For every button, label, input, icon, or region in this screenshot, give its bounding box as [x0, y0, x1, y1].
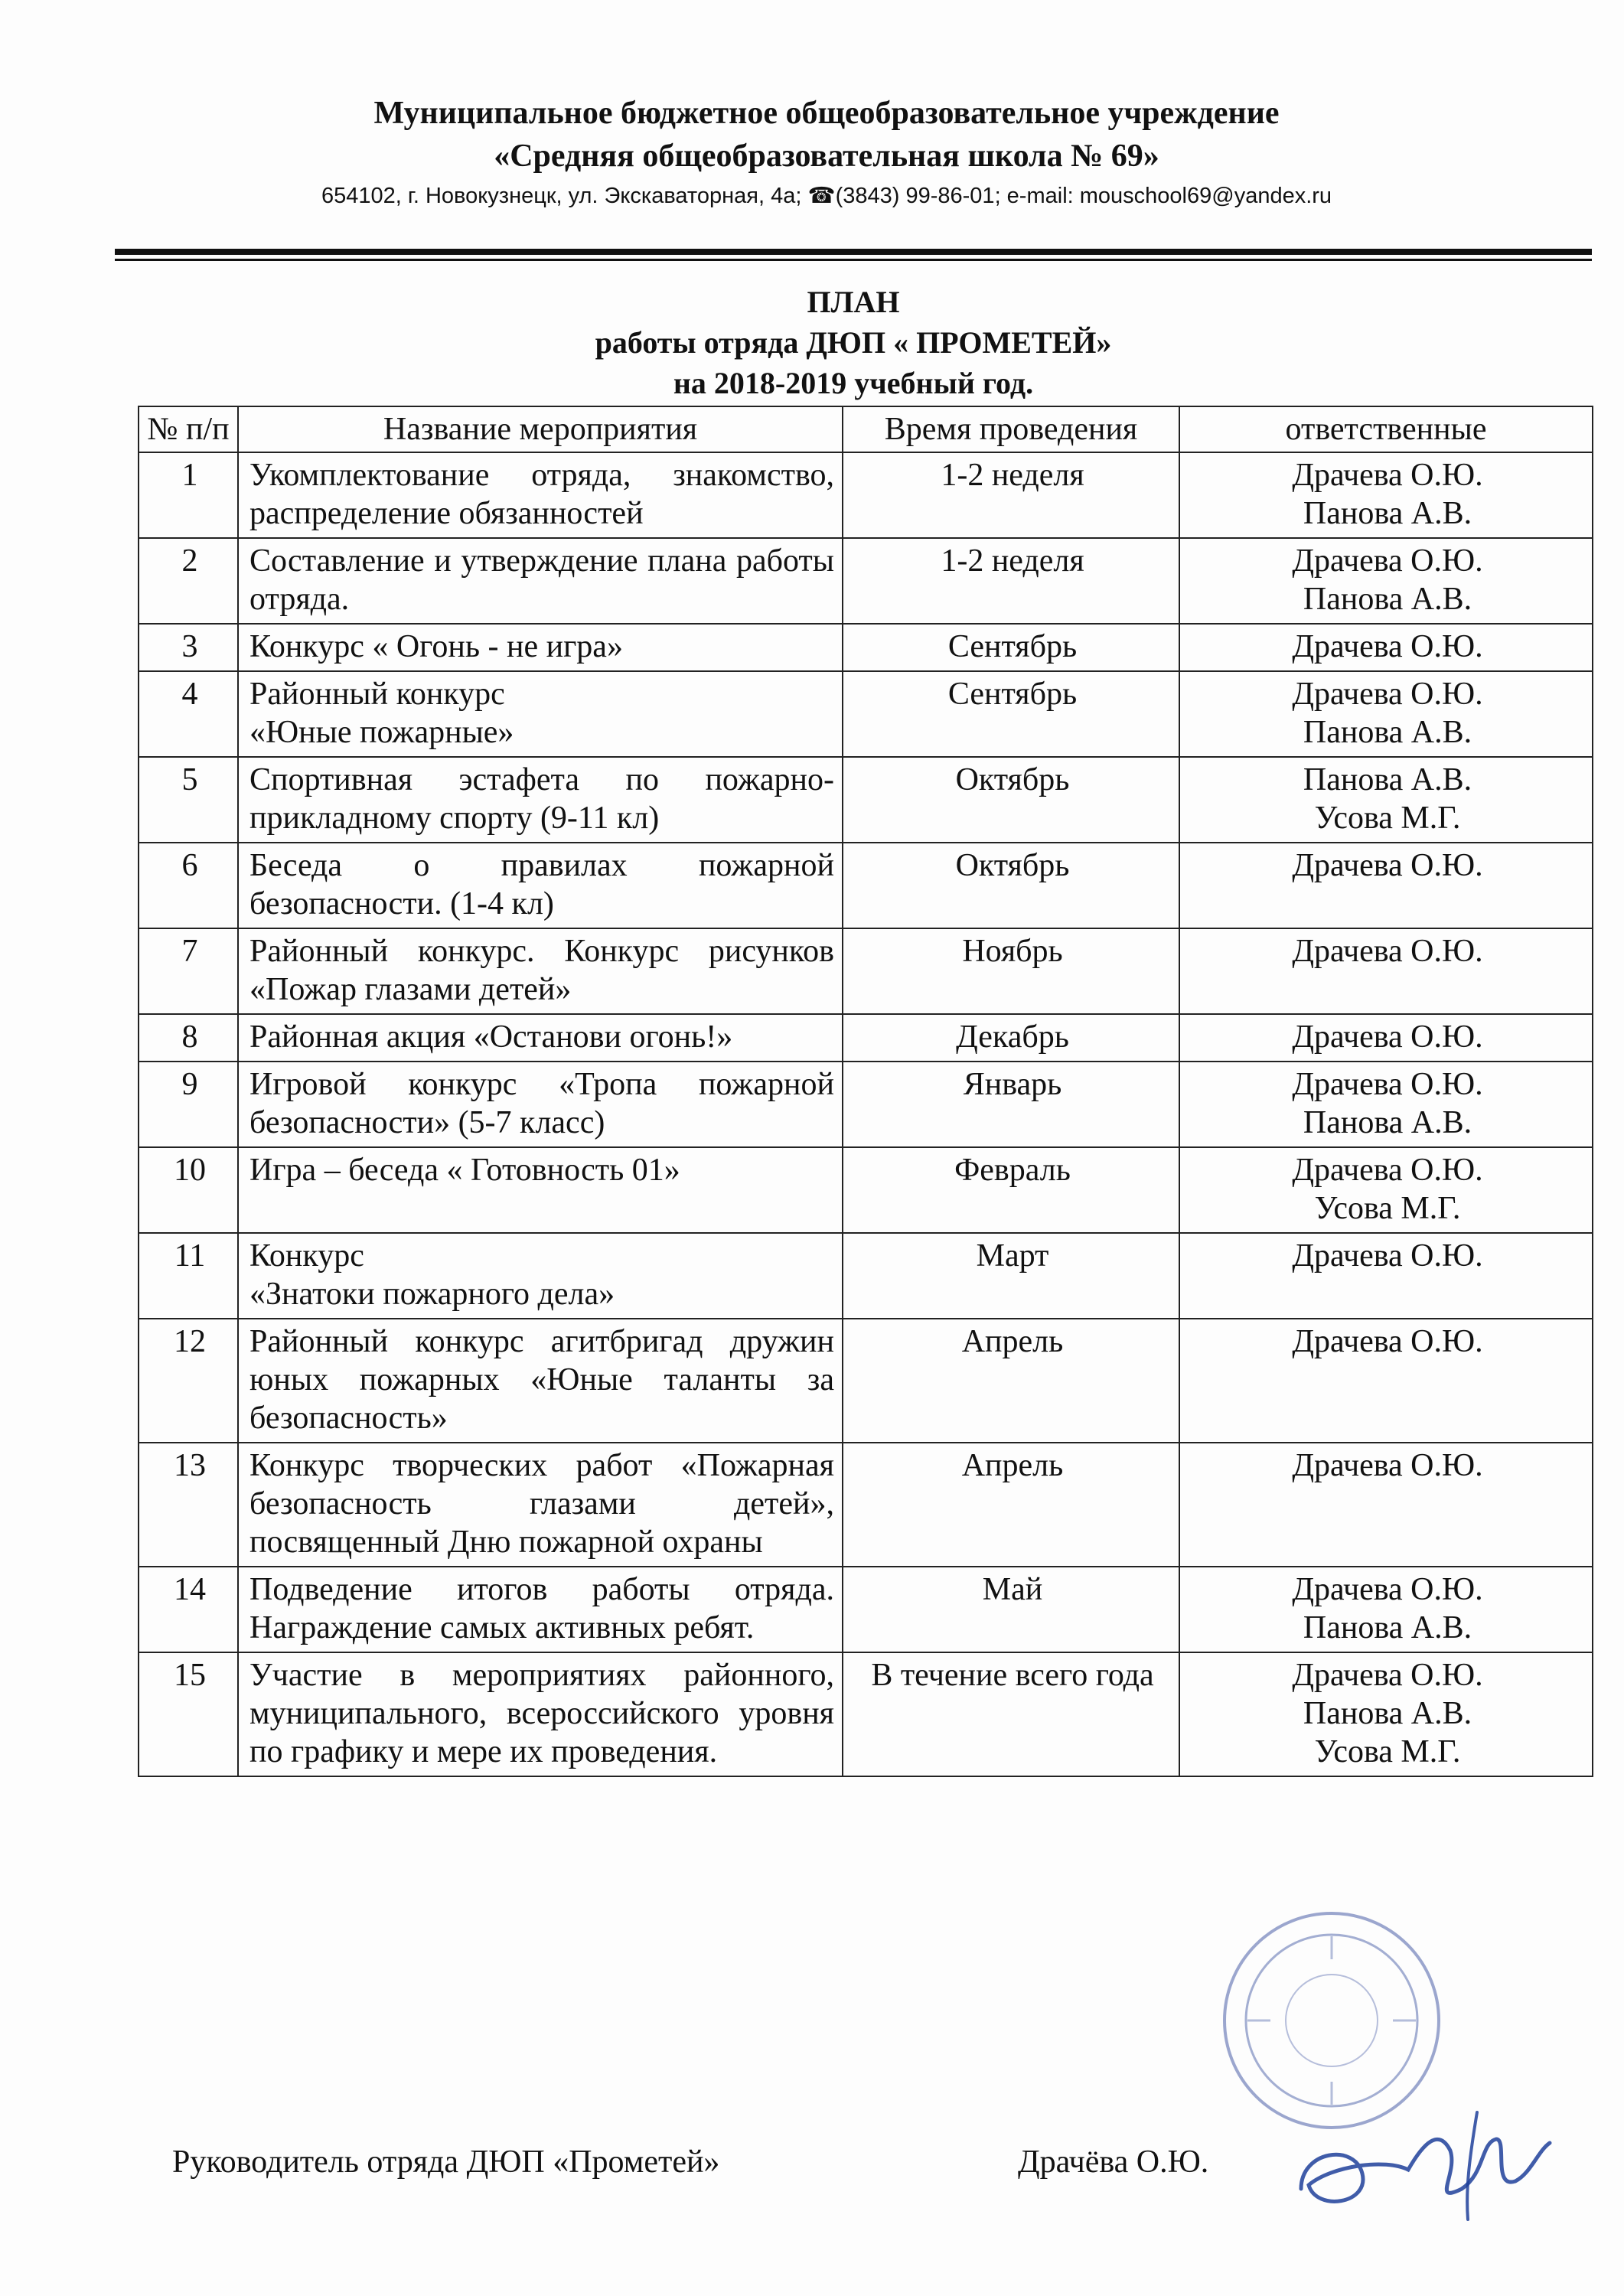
phone-icon: ☎	[807, 184, 836, 208]
row-number: 1	[139, 452, 238, 538]
responsible-persons	[1179, 928, 1593, 1014]
responsible-person: Драчева О.Ю.	[1292, 1238, 1483, 1274]
responsible-persons	[1179, 1567, 1593, 1652]
responsible-person: Усова М.Г.	[1314, 801, 1461, 836]
responsible-person: Драчева О.Ю.	[1292, 848, 1483, 883]
event-time: Декабрь	[843, 1014, 1179, 1062]
responsible-persons	[1179, 843, 1593, 928]
responsible-person: Драчева О.Ю.	[1292, 1067, 1483, 1102]
table-row	[139, 1014, 1593, 1062]
responsible-person: Панова А.В.	[1303, 1696, 1472, 1731]
event-time: Февраль	[843, 1147, 1179, 1233]
event-name	[238, 1233, 843, 1319]
event-time: Октябрь	[843, 843, 1179, 928]
table-row	[139, 928, 1593, 1014]
table-row	[139, 1652, 1593, 1776]
responsible-person: Драчева О.Ю.	[1292, 677, 1483, 712]
event-name-line: «Юные пожарные»	[249, 715, 514, 750]
event-name	[238, 671, 843, 757]
table-row	[139, 1233, 1593, 1319]
table-header-row	[139, 406, 1593, 452]
row-number: 15	[139, 1652, 238, 1776]
responsible-person: Драчева О.Ю.	[1292, 543, 1483, 579]
event-time: Март	[843, 1233, 1179, 1319]
event-name-line: Беседа о правилах пожарной безопасности. (1-4 кл)	[249, 848, 834, 921]
title-line2: работы отряда ДЮП « ПРОМЕТЕЙ»	[595, 325, 1112, 360]
org-name-line1: Муниципальное бюджетное общеобразовательное учреждение	[373, 96, 1280, 131]
responsible-person: Панова А.В.	[1303, 762, 1472, 797]
event-name-line: Участие в мероприятиях районного, муниципального, всероссийского уровня по графику и мере их проведения.	[249, 1658, 834, 1769]
table-row	[139, 452, 1593, 538]
event-name-line: Подведение итогов работы отряда. Награждение самых активных ребят.	[249, 1572, 834, 1645]
table-row	[139, 1319, 1593, 1443]
event-time: Январь	[843, 1062, 1179, 1147]
plan-table	[138, 406, 1593, 1777]
event-time: Апрель	[843, 1319, 1179, 1443]
address-prefix: 654102, г. Новокузнецк, ул. Экскаваторная, 4а;	[321, 184, 808, 208]
responsible-person: Драчева О.Ю.	[1292, 1324, 1483, 1359]
event-name	[238, 452, 843, 538]
event-name	[238, 538, 843, 624]
responsible-persons	[1179, 1233, 1593, 1319]
responsible-person: Драчева О.Ю.	[1292, 629, 1483, 664]
responsible-person: Драчева О.Ю.	[1292, 1448, 1483, 1483]
event-time: Ноябрь	[843, 928, 1179, 1014]
event-name	[238, 1147, 843, 1233]
title-line1: ПЛАН	[807, 285, 900, 319]
event-name	[238, 1443, 843, 1567]
event-name	[238, 928, 843, 1014]
event-name-line: Игра – беседа « Готовность 01»	[249, 1153, 680, 1188]
responsible-person: Панова А.В.	[1303, 582, 1472, 617]
event-time: 1-2 неделя	[843, 538, 1179, 624]
event-name	[238, 843, 843, 928]
table-row	[139, 1443, 1593, 1567]
table-row	[139, 843, 1593, 928]
responsible-person: Драчева О.Ю.	[1292, 934, 1483, 969]
responsible-person: Драчева О.Ю.	[1292, 458, 1483, 493]
column-header-event: Название мероприятия	[238, 406, 843, 452]
row-number: 10	[139, 1147, 238, 1233]
row-number: 9	[139, 1062, 238, 1147]
event-name-line: Районный конкурс агитбригад дружин юных пожарных «Юные таланты за безопасность»	[249, 1324, 834, 1436]
responsible-persons	[1179, 452, 1593, 538]
responsible-persons	[1179, 624, 1593, 671]
row-number: 14	[139, 1567, 238, 1652]
event-name-line: Составление и утверждение плана работы отряда.	[249, 543, 834, 617]
event-name	[238, 1319, 843, 1443]
responsible-person: Панова А.В.	[1303, 496, 1472, 531]
responsible-persons	[1179, 1062, 1593, 1147]
event-time: Май	[843, 1567, 1179, 1652]
plan-title	[115, 282, 1592, 403]
event-name-line: Игровой конкурс «Тропа пожарной безопасности» (5-7 класс)	[249, 1067, 834, 1140]
responsible-person: Усова М.Г.	[1314, 1191, 1461, 1226]
event-name	[238, 1567, 843, 1652]
row-number: 13	[139, 1443, 238, 1567]
event-name-line: Конкурс « Огонь - не игра»	[249, 629, 623, 664]
responsible-person: Усова М.Г.	[1314, 1734, 1461, 1769]
responsible-person: Панова А.В.	[1303, 1610, 1472, 1645]
table-row	[139, 624, 1593, 671]
address-line	[115, 178, 1538, 214]
event-name-line: Конкурс творческих работ «Пожарная безопасность глазами детей», посвященный Дню пожарной охраны	[249, 1448, 834, 1560]
table-row	[139, 1062, 1593, 1147]
responsible-persons	[1179, 1443, 1593, 1567]
event-name-line: Районный конкурс. Конкурс рисунков «Пожар глазами детей»	[249, 934, 834, 1007]
event-name-line: Районная акция «Останови огонь!»	[249, 1019, 733, 1055]
event-name	[238, 757, 843, 843]
row-number: 2	[139, 538, 238, 624]
org-name-line2: «Средняя общеобразовательная школа № 69»	[494, 139, 1159, 174]
event-time: 1-2 неделя	[843, 452, 1179, 538]
event-name-line: Спортивная эстафета по пожарно-прикладному спорту (9-11 кл)	[249, 762, 834, 836]
row-number: 6	[139, 843, 238, 928]
row-number: 4	[139, 671, 238, 757]
row-number: 3	[139, 624, 238, 671]
responsible-persons	[1179, 538, 1593, 624]
column-header-responsible: ответственные	[1179, 406, 1593, 452]
event-name-line: Конкурс	[249, 1238, 364, 1274]
row-number: 7	[139, 928, 238, 1014]
event-name-line: Районный конкурс	[249, 677, 505, 712]
responsible-persons	[1179, 1014, 1593, 1062]
header-rule-thin	[115, 259, 1592, 261]
event-name	[238, 1652, 843, 1776]
event-name-line: «Знатоки пожарного дела»	[249, 1277, 615, 1312]
event-time: Сентябрь	[843, 624, 1179, 671]
row-number: 11	[139, 1233, 238, 1319]
document-header	[115, 92, 1538, 214]
responsible-person: Панова А.В.	[1303, 1105, 1472, 1140]
table-row	[139, 1147, 1593, 1233]
column-header-time: Время проведения	[843, 406, 1179, 452]
responsible-persons	[1179, 671, 1593, 757]
event-name-line: Укомплектование отряда, знакомство, распределение обязанностей	[249, 458, 834, 531]
responsible-person: Драчева О.Ю.	[1292, 1658, 1483, 1693]
address-suffix: (3843) 99-86-01; e-mail: mouschool69@yandex.ru	[835, 184, 1332, 208]
event-time: В течение всего года	[843, 1652, 1179, 1776]
header-rule-thick	[115, 249, 1592, 255]
event-name	[238, 1062, 843, 1147]
event-name	[238, 624, 843, 671]
column-header-number: № п/п	[139, 406, 238, 452]
footer-role: Руководитель отряда ДЮП «Прометей»	[172, 2144, 720, 2180]
table-row	[139, 671, 1593, 757]
title-line3: на 2018-2019 учебный год.	[673, 366, 1034, 400]
responsible-persons	[1179, 1652, 1593, 1776]
table-row	[139, 538, 1593, 624]
row-number: 12	[139, 1319, 238, 1443]
table-row	[139, 1567, 1593, 1652]
table-row	[139, 757, 1593, 843]
event-time: Октябрь	[843, 757, 1179, 843]
responsible-person: Панова А.В.	[1303, 715, 1472, 750]
responsible-persons	[1179, 757, 1593, 843]
responsible-person: Драчева О.Ю.	[1292, 1572, 1483, 1607]
responsible-person: Драчева О.Ю.	[1292, 1019, 1483, 1055]
responsible-person: Драчева О.Ю.	[1292, 1153, 1483, 1188]
responsible-persons	[1179, 1147, 1593, 1233]
row-number: 8	[139, 1014, 238, 1062]
row-number: 5	[139, 757, 238, 843]
event-time: Сентябрь	[843, 671, 1179, 757]
event-name	[238, 1014, 843, 1062]
event-time: Апрель	[843, 1443, 1179, 1567]
footer-name: Драчёва О.Ю.	[1018, 2144, 1209, 2180]
responsible-persons	[1179, 1319, 1593, 1443]
signature-icon	[1286, 2097, 1561, 2227]
